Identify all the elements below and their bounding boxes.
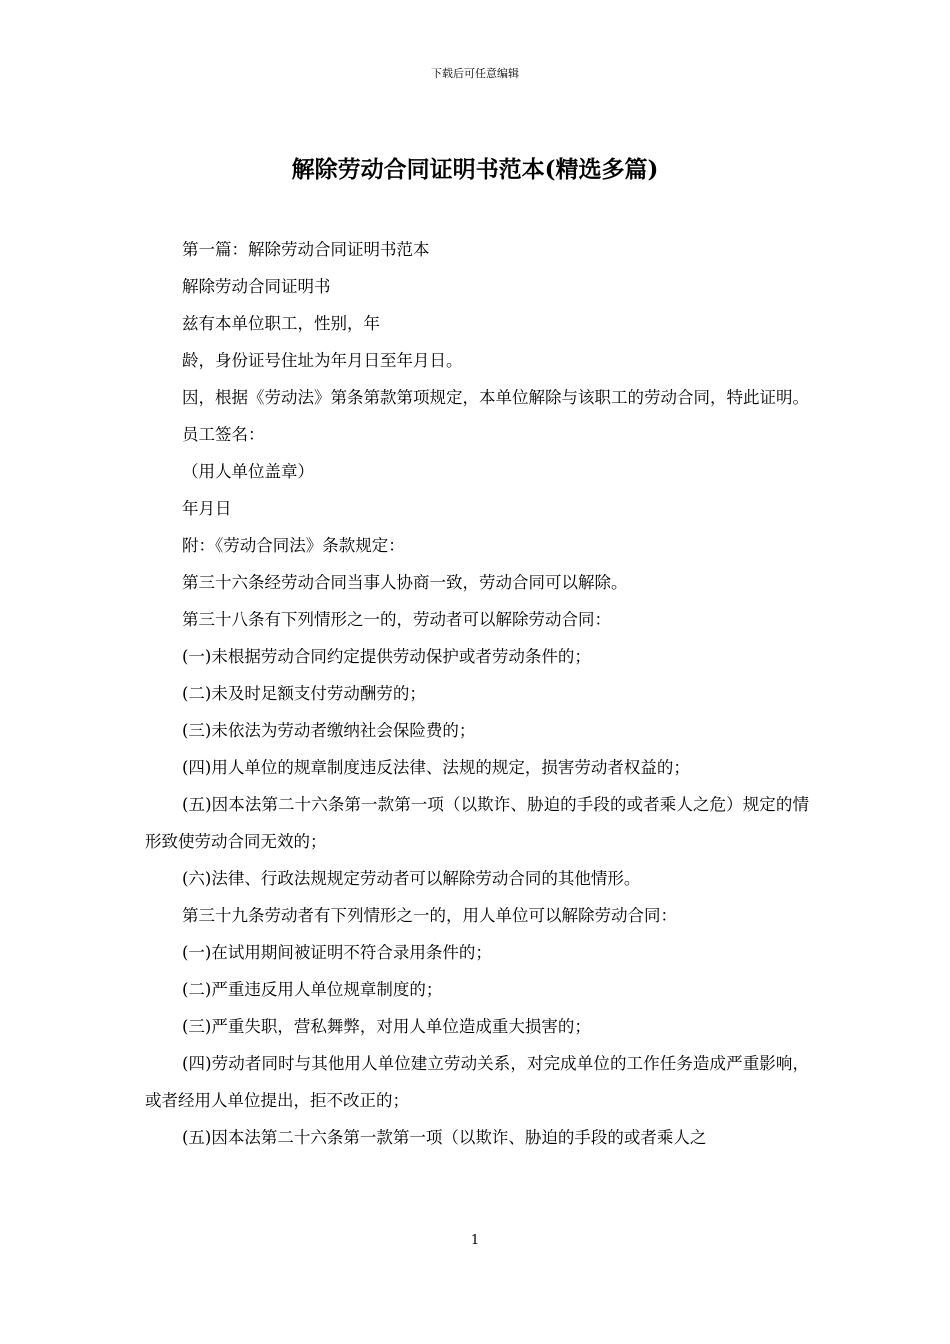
page-header: 下载后可任意编辑 (431, 67, 519, 80)
paragraph: 兹有本单位职工，性别，年 (182, 314, 380, 333)
paragraph: (二)严重违反用人单位规章制度的； (182, 980, 443, 999)
document-body (145, 231, 809, 1156)
paragraph: (二)未及时足额支付劳动酬劳的； (182, 684, 426, 703)
paragraph: (五)因本法第二十六条第一款第一项（以欺诈、胁迫的手段的或者乘人之危）规定的情形致使劳动合同无效的； (145, 795, 809, 851)
paragraph: 第三十八条有下列情形之一的，劳动者可以解除劳动合同： (182, 610, 611, 629)
document-title: 解除劳动合同证明书范本(精选多篇) (291, 156, 659, 183)
paragraph: (六)法律、行政法规规定劳动者可以解除劳动合同的其他情形。 (182, 869, 641, 888)
paragraph: （用人单位盖章） (182, 462, 314, 481)
paragraph: 年月日 (182, 499, 232, 518)
paragraph: 第一篇：解除劳动合同证明书范本 (182, 240, 430, 259)
paragraph: 因，根据《劳动法》第条第款第项规定，本单位解除与该职工的劳动合同，特此证明。 (182, 388, 809, 407)
paragraph: 员工签名： (182, 425, 265, 444)
page-number: 1 (470, 1233, 480, 1248)
paragraph: (三)严重失职，营私舞弊，对用人单位造成重大损害的； (182, 1017, 591, 1036)
paragraph: (三)未依法为劳动者缴纳社会保险费的； (182, 721, 476, 740)
paragraph: (四)用人单位的规章制度违反法律、法规的规定，损害劳动者权益的； (182, 758, 690, 777)
paragraph: 附：《劳动合同法》条款规定： (182, 536, 405, 555)
paragraph: 第三十九条劳动者有下列情形之一的，用人单位可以解除劳动合同： (182, 906, 677, 925)
paragraph: 龄，身份证号住址为年月日至年月日。 (182, 351, 463, 370)
paragraph: 解除劳动合同证明书 (182, 277, 331, 296)
paragraph: (一)在试用期间被证明不符合录用条件的； (182, 943, 492, 962)
paragraph: 第三十六条经劳动合同当事人协商一致，劳动合同可以解除。 (182, 573, 628, 592)
paragraph: (一)未根据劳动合同约定提供劳动保护或者劳动条件的； (182, 647, 591, 666)
paragraph: (四)劳动者同时与其他用人单位建立劳动关系，对完成单位的工作任务造成严重影响，或者经用人单位提出，拒不改正的； (145, 1054, 809, 1110)
paragraph: (五)因本法第二十六条第一款第一项（以欺诈、胁迫的手段的或者乘人之 (182, 1128, 707, 1147)
